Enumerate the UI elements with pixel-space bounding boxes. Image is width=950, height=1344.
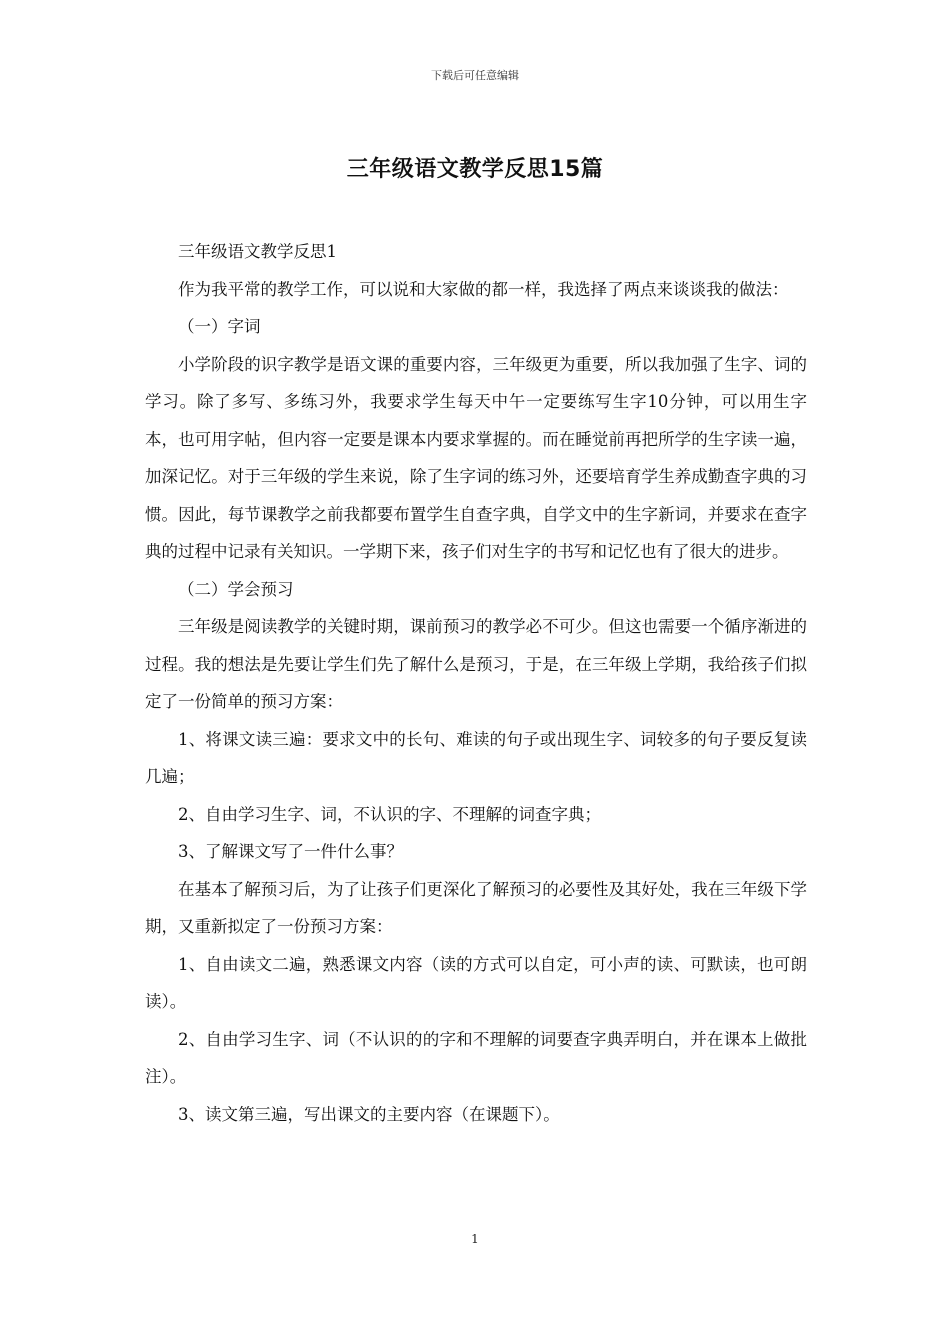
document-title: 三年级语文教学反思15篇 (346, 157, 604, 182)
paragraph: 小学阶段的识字教学是语文课的重要内容，三年级更为重要，所以我加强了生字、词的学习。除了多写、多练习外，我要求学生每天中午一定要练写生字10分钟，可以用生字本，也可用字帖，但内容一定要是课本内要求掌握的。而在睡觉前再把所学的生字读一遍，加深记忆。对于三年级的学生来说，除了生字词的练习外，还要培育学生养成勤查字典的习惯。因此，每节课教学之前我都要布置学生自查字典，自学文中的生字新词，并要求在查字典的过程中记录有关知识。一学期下来，孩子们对生字的书写和记忆也有了很大的进步。 (145, 354, 807, 561)
list-item: 2、自由学习生字、词，不认识的字、不理解的词查字典； (178, 804, 601, 824)
section-heading: 三年级语文教学反思1 (178, 242, 337, 261)
paragraph: 作为我平常的教学工作，可以说和大家做的都一样，我选择了两点来谈谈我的做法： (178, 279, 789, 299)
list-item: 1、将课文读三遍：要求文中的长句、难读的句子或出现生字、词较多的句子要反复读几遍； (145, 729, 807, 786)
subsection-heading: （二）学会预习 (178, 579, 294, 599)
list-item: 2、自由学习生字、词（不认识的的字和不理解的词要查字典弄明白，并在课本上做批注）。 (145, 1029, 807, 1086)
paragraph: 三年级是阅读教学的关键时期，课前预习的教学必不可少。但这也需要一个循序渐进的过程。我的想法是先要让学生们先了解什么是预习，于是，在三年级上学期，我给孩子们拟定了一份简单的预习方案： (145, 617, 807, 711)
document-body (145, 233, 807, 1133)
page-number: 1 (471, 1232, 479, 1246)
list-item: 3、了解课文写了一件什么事？ (178, 842, 403, 861)
list-item: 1、自由读文二遍，熟悉课文内容（读的方式可以自定，可小声的读、可默读，也可朗读）。 (145, 954, 807, 1011)
list-item: 3、读文第三遍，写出课文的主要内容（在课题下）。 (178, 1104, 560, 1124)
subsection-heading: （一）字词 (178, 317, 261, 336)
header-note: 下载后可任意编辑 (431, 69, 519, 82)
paragraph: 在基本了解预习后，为了让孩子们更深化了解预习的必要性及其好处，我在三年级下学期，又重新拟定了一份预习方案： (145, 879, 807, 936)
